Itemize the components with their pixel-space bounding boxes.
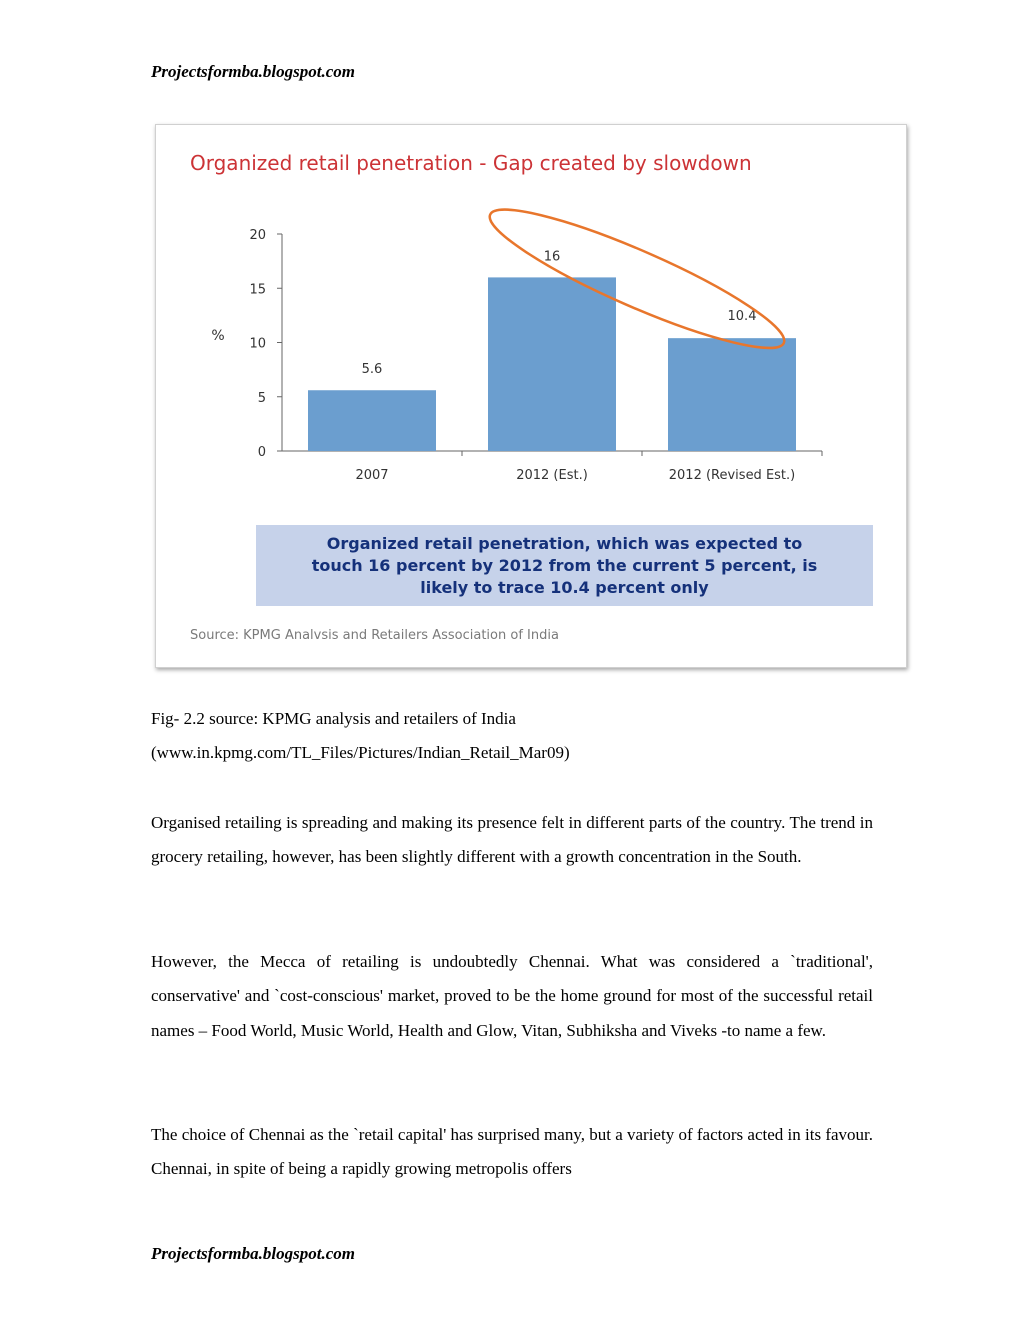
callout-box bbox=[256, 525, 873, 606]
chart-source: Source: KPMG Analvsis and Retailers Association of India bbox=[190, 628, 559, 643]
page-footer: Projectsformba.blogspot.com bbox=[151, 1244, 355, 1263]
data-label: 10.4 bbox=[727, 309, 757, 325]
y-tick-label: 0 bbox=[257, 445, 266, 460]
data-label: 16 bbox=[543, 249, 561, 265]
bar bbox=[488, 277, 616, 451]
paragraph-1: Organised retailing is spreading and making its presence felt in different parts of the country. The trend in grocery retailing, however, has been slightly different with a growth concentration in the South. bbox=[151, 813, 873, 867]
y-tick-label: 10 bbox=[249, 336, 266, 352]
y-tick-label: 20 bbox=[249, 228, 266, 243]
y-tick-label: 5 bbox=[257, 390, 266, 406]
x-tick-label: 2007 bbox=[355, 468, 389, 483]
chart-title: Organized retail penetration - Gap created by slowdown bbox=[190, 151, 752, 175]
figure-caption-url: (www.in.kpmg.com/TL_Files/Pictures/Indian_Retail_Mar09) bbox=[151, 743, 570, 762]
x-tick-label: 2012 (Revised Est.) bbox=[668, 468, 796, 483]
y-tick-label: 15 bbox=[249, 282, 266, 298]
paragraph-3: The choice of Chennai as the `retail capital' has surprised many, but a variety of factors acted in its favour. Chennai, in spite of being a rapidly growing metropolis offers bbox=[151, 1125, 873, 1179]
chart-figure bbox=[155, 124, 907, 668]
bar bbox=[668, 338, 796, 451]
page-header: Projectsformba.blogspot.com bbox=[151, 62, 355, 81]
x-tick-label: 2012 (Est.) bbox=[516, 468, 588, 483]
bar bbox=[308, 390, 436, 451]
bar-chart bbox=[156, 125, 906, 525]
callout-text: Organized retail penetration, which was expected to touch 16 percent by 2012 from the current 5 percent, is likely to trace 10.4 percent only bbox=[311, 533, 818, 597]
data-label: 5.6 bbox=[361, 362, 383, 378]
y-axis-label: % bbox=[211, 328, 225, 344]
paragraph-2: However, the Mecca of retailing is undoubtedly Chennai. What was considered a `traditional', conservative' and `cost-conscious' market, proved to be the home ground for most of the successful retail names – Food World, Music World, Health and Glow, Vitan, Subhiksha and Viveks -to name a few. bbox=[151, 952, 873, 1040]
figure-caption: Fig- 2.2 source: KPMG analysis and retailers of India bbox=[151, 709, 516, 728]
